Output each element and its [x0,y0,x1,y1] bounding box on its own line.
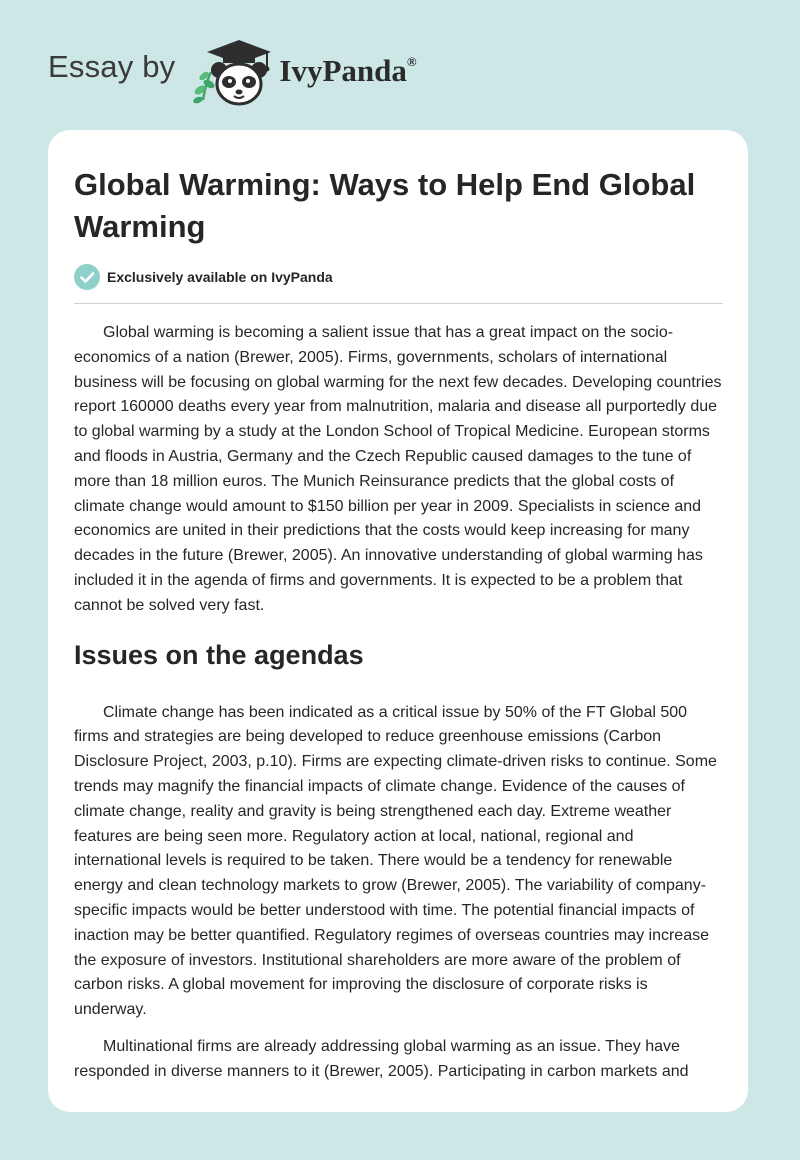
paragraph-multinational: Multinational firms are already addressing global warming as an issue. They have responded in diverse manners to it (Brewer, 2005). Participating in carbon markets and [74,1037,689,1080]
section-heading: Issues on the agendas [74,639,364,670]
site-header [0,0,800,130]
brand-name: IvyPanda® [279,53,417,88]
badge-text: Exclusively available on IvyPanda [107,269,333,285]
paragraph-issues: Climate change has been indicated as a critical issue by 50% of the FT Global 500 firms and strategies are being developed to reduce greenhouse emissions (Carbon Disclosure Project, 2003, p.10). Firms are expecting climate-driven risks to continue. Some trends may magnify the financial impacts of climate change. Evidence of the causes of climate change, reality and gravity is being strengthened each day. Extreme weather features are being seen more. Regulatory action at local, national, regional and international levels is required to be taken. There would be a tendency for renewable energy and clean technology markets to grow (Brewer, 2005). The variability of company-specific impacts would be better understood with time. The potential financial impacts of inaction may be better quantified. Regulatory regimes of overseas countries may increase the exposure of investors. Institutional shareholders are more aware of the problem of carbon risks. A global movement for improving the disclosure of corporate risks is underway. [74,703,717,1019]
exclusive-badge [74,264,333,290]
paragraph-intro: Global warming is becoming a salient issue that has a great impact on the socio-economics of a nation (Brewer, 2005). Firms, governments, scholars of international business will be focusing on global warming for the next few decades. Developing countries report 160000 deaths every year from malnutrition, malaria and disease all purportedly due to global warming by a study at the London School of Tropical Medicine. European storms and floods in Austria, Germany and the Czech Republic caused damages to the tune of more than 18 million euros. The Munich Reinsurance predicts that the global costs of climate change would amount to $150 billion per year in 2009. Specialists in science and economics are united in their predictions that the costs would keep increasing for many decades in the future (Brewer, 2005). An innovative understanding of global warming has included it in the agenda of firms and governments. It is expected to be a problem that cannot be solved very fast. [74,324,722,614]
article-body [74,321,724,1097]
essay-card [48,130,748,1112]
divider [74,303,723,304]
brand-logo[interactable] [48,38,417,108]
check-circle-icon [74,264,100,290]
page-title: Global Warming: Ways to Help End Global Warming [74,167,696,244]
brand-prefix: Essay by [48,49,176,84]
panda-graduate-icon [189,38,273,108]
registered-mark: ® [406,53,417,69]
